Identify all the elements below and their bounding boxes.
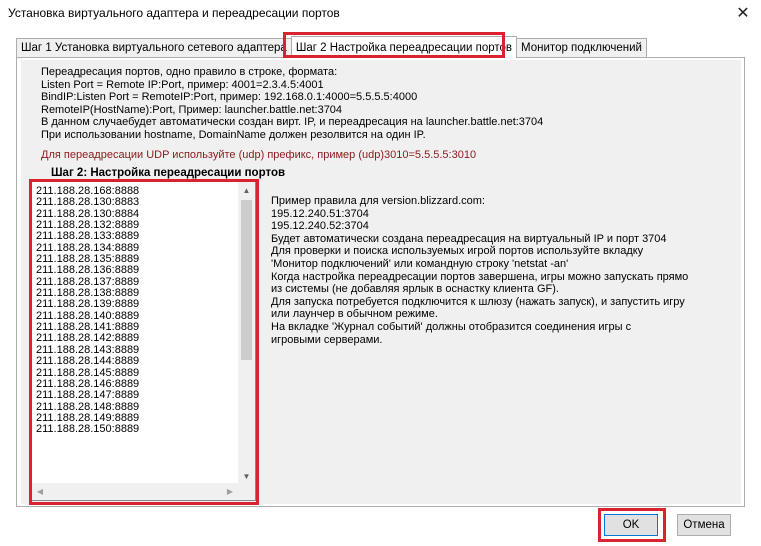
instruction-line: При использовании hostname, DomainName должен резолвится на один IP. — [41, 128, 426, 141]
title-bar — [0, 0, 761, 30]
vertical-scrollbar[interactable] — [238, 182, 255, 484]
tab-connection-monitor[interactable]: Монитор подключений — [516, 38, 647, 58]
tab-panel-content — [21, 60, 741, 504]
help-line: Для проверки и поиска используемых игрой портов используйте вкладку — [271, 245, 644, 258]
list-item: 211.188.28.149:8889 — [36, 411, 140, 424]
instruction-line: В данном случаебудет автоматически создан вирт. IP, и переадресация на launcher.battle.net:3704 — [41, 116, 544, 129]
list-item: 211.188.28.137:8889 — [36, 275, 140, 288]
instruction-line: Listen Port = Remote IP:Port, пример: 4001=2.3.4.5:4001 — [41, 78, 324, 91]
help-line: Будет автоматически создана переадресация на виртуальный IP и порт 3704 — [271, 232, 667, 245]
list-item: 211.188.28.147:8889 — [36, 389, 140, 402]
help-line: 195.12.240.52:3704 — [271, 220, 369, 233]
help-line: Когда настройка переадресации портов завершена, игры можно запускать прямо — [271, 270, 689, 283]
scroll-left-arrow-icon[interactable]: ◀ — [36, 487, 44, 496]
window-title: Установка виртуального адаптера и переадресации портов — [8, 6, 340, 20]
list-item: 211.188.28.139:8889 — [36, 298, 140, 311]
port-rules-textarea[interactable] — [31, 181, 256, 501]
help-line: 'Монитор подключений' или командную строку 'netstat -an' — [271, 257, 569, 270]
help-line: игровыми серверами. — [271, 333, 383, 346]
close-button[interactable] — [731, 2, 755, 24]
list-item: 211.188.28.144:8889 — [36, 355, 140, 368]
list-item: 211.188.28.143:8889 — [36, 343, 140, 356]
vertical-scroll-thumb[interactable] — [241, 200, 252, 360]
instruction-line: BindIP:Listen Port = RemoteIP:Port, пример: 192.168.0.1:4000=5.5.5.5:4000 — [41, 91, 418, 104]
help-line: или лаунчер в обычном режиме. — [271, 308, 438, 321]
instruction-line: Переадресация портов, одно правило в строке, формата: — [41, 66, 338, 78]
udp-prefix-note: Для переадресации UDP используйте (udp) префикс, пример (udp)3010=5.5.5.5:3010 — [41, 149, 477, 161]
example-help-text — [271, 195, 688, 346]
list-item: 211.188.28.146:8889 — [36, 377, 140, 390]
instruction-line: RemoteIP(HostName):Port, Пример: launcher.battle.net:3704 — [41, 103, 343, 116]
horizontal-scrollbar[interactable] — [32, 483, 238, 500]
tab-step2-port-forwarding[interactable]: Шаг 2 Настройка переадресации портов — [291, 36, 517, 58]
scroll-down-arrow-icon[interactable]: ▼ — [242, 471, 251, 481]
scroll-up-arrow-icon[interactable]: ▲ — [242, 185, 251, 195]
list-item: 211.188.28.138:8889 — [36, 287, 140, 300]
list-item: 211.188.28.136:8889 — [36, 264, 140, 277]
list-item: 211.188.28.140:8889 — [36, 309, 140, 322]
list-item: 211.188.28.145:8889 — [36, 366, 140, 379]
scroll-right-arrow-icon[interactable]: ▶ — [226, 487, 234, 496]
ok-button[interactable]: OK — [604, 514, 658, 536]
help-line: Для запуска потребуется подключится к шлюзу (нажать запуск), и запустить игру — [271, 295, 685, 308]
list-item: 211.188.28.130:8884 — [36, 207, 140, 220]
tab-strip — [16, 36, 646, 58]
list-item: 211.188.28.133:8889 — [36, 230, 140, 243]
help-line: 195.12.240.51:3704 — [271, 207, 369, 220]
list-item: 211.188.28.150:8889 — [36, 423, 140, 436]
cancel-button[interactable]: Отмена — [677, 514, 731, 536]
list-item: 211.188.28.168:8888 — [36, 186, 140, 197]
list-item: 211.188.28.148:8889 — [36, 400, 140, 413]
list-item: 211.188.28.130:8883 — [36, 196, 140, 209]
help-line: Пример правила для version.blizzard.com: — [271, 195, 485, 207]
tab-step1-virtual-adapter[interactable]: Шаг 1 Установка виртуального сетевого адаптера — [16, 38, 292, 58]
close-icon: ✕ — [736, 5, 750, 22]
list-item: 211.188.28.141:8889 — [36, 321, 140, 334]
list-item: 211.188.28.134:8889 — [36, 241, 140, 254]
list-item: 211.188.28.142:8889 — [36, 332, 140, 345]
scrollbar-corner — [238, 483, 255, 500]
list-item: 211.188.28.132:8889 — [36, 219, 140, 232]
help-line: из системы (не добавляя ярлык в оснастку клиента GF). — [271, 283, 559, 296]
tab-panel — [16, 57, 745, 507]
list-item: 211.188.28.135:8889 — [36, 253, 140, 266]
step-title: Шаг 2: Настройка переадресации портов — [51, 167, 286, 179]
help-line: На вкладке 'Журнал событий' должны отобразится соединения игры с — [271, 320, 632, 333]
format-instructions — [41, 66, 543, 142]
port-rules-list[interactable] — [36, 186, 236, 478]
